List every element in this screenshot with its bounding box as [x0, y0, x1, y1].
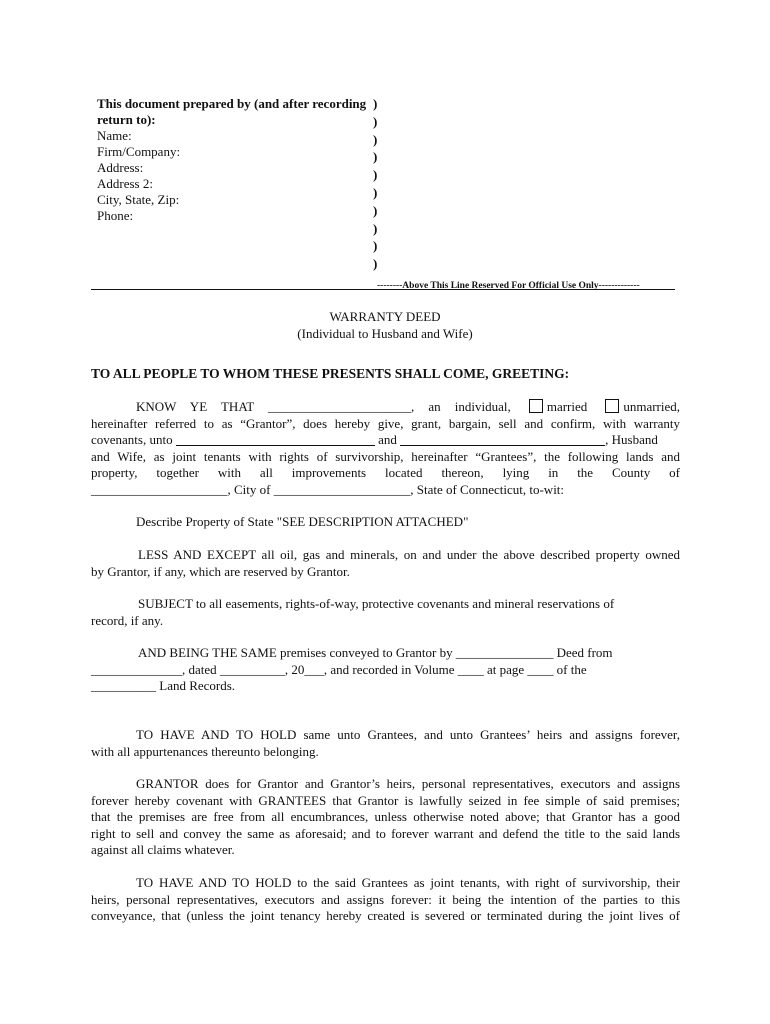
- describe-property-line: Describe Property of State "SEE DESCRIPTION ATTACHED": [136, 514, 469, 529]
- know-line-1: [91, 399, 680, 416]
- less-except-paragraph: [91, 547, 680, 580]
- grantor-line-1: GRANTOR does for Grantor and Grantor’s heirs, personal representatives, executors and assigns: [136, 776, 680, 791]
- document-title: WARRANTY DEED: [329, 309, 441, 324]
- being-line-1: AND BEING THE SAME premises conveyed to Grantor by _______________ Deed from: [138, 645, 613, 660]
- know-line-1-text: KNOW YE THAT ______________________, an individual,: [136, 399, 511, 414]
- subject-line-1: SUBJECT to all easements, rights-of-way, protective covenants and mineral reservations of: [138, 596, 615, 611]
- greeting-heading: TO ALL PEOPLE TO WHOM THESE PRESENTS SHALL COME, GREETING:: [91, 366, 570, 381]
- husband-name-blank[interactable]: [176, 433, 375, 446]
- official-use-divider: [91, 289, 675, 290]
- bracket: ): [373, 202, 378, 218]
- bracket: ): [373, 184, 378, 200]
- have2-line-1: TO HAVE AND TO HOLD to the said Grantees as joint tenants, with right of survivorship, their: [136, 875, 680, 890]
- field-address-label: Address:: [97, 160, 144, 175]
- less-line-2: by Grantor, if any, which are reserved by Grantor.: [91, 563, 350, 579]
- know-line-6: _____________________, City of _____________________, State of Connecticut, to-wit:: [91, 481, 565, 497]
- husband-label: , Husband: [605, 432, 658, 448]
- grantor-covenant-paragraph: [91, 776, 680, 859]
- field-firm-label: Firm/Company:: [97, 144, 181, 159]
- married-label: married: [546, 399, 588, 414]
- married-checkbox[interactable]: [529, 399, 543, 413]
- subject-paragraph: [91, 596, 680, 629]
- field-city-state-zip-label: City, State, Zip:: [97, 192, 180, 207]
- field-phone-label: Phone:: [97, 208, 134, 223]
- grantor-line-4: right to sell and convey the same as aforesaid; and to forever warrant and defend the title to the said lands: [91, 825, 680, 841]
- bracket: ): [373, 149, 378, 165]
- document-subtitle: (Individual to Husband and Wife): [297, 326, 473, 341]
- know-line-3: [91, 432, 680, 449]
- bracket: ): [373, 96, 378, 111]
- bracket: ): [373, 131, 378, 147]
- less-line-1: LESS AND EXCEPT all oil, gas and minerals, on and under the above described property owned: [138, 547, 680, 562]
- have2-line-3: conveyance, that (unless the joint tenancy hereby created is severed or terminated during the joint lives of: [91, 908, 680, 924]
- bracket: ): [373, 238, 378, 254]
- being-line-2: ______________, dated __________, 20___, and recorded in Volume ____ at page ____ of the: [91, 661, 587, 677]
- official-use-note: --------Above This Line Reserved For Official Use Only-------------: [377, 281, 640, 291]
- preparer-block: [97, 96, 372, 224]
- prepared-by-line-1: This document prepared by (and after recording: [97, 96, 367, 111]
- wife-name-blank[interactable]: [400, 433, 605, 446]
- field-name-label: Name:: [97, 128, 132, 143]
- joint-tenancy-paragraph: [91, 875, 680, 925]
- unmarried-checkbox[interactable]: [605, 399, 619, 413]
- bracket: ): [373, 167, 378, 183]
- grantor-line-2: forever hereby covenant with GRANTEES that Grantor is lawfully seized in fee simple of said premises;: [91, 792, 680, 808]
- subject-line-2: record, if any.: [91, 612, 164, 628]
- bracket: ): [373, 256, 378, 272]
- have1-line-2: with all appurtenances thereunto belonging.: [91, 743, 319, 759]
- bracket: ): [373, 113, 378, 129]
- being-same-paragraph: [91, 645, 680, 695]
- know-line-5: property, together with all improvements located thereon, lying in the County of: [91, 465, 680, 481]
- field-address2-label: Address 2:: [97, 176, 153, 191]
- grantor-line-3: that the premises are free from all encumbrances, unless otherwise noted above; that Grantor has a good: [91, 809, 680, 825]
- prepared-by-line-2: return to):: [97, 112, 156, 127]
- have2-line-2: heirs, personal representatives, executors and assigns forever: it being the intention of the parties to this: [91, 891, 680, 907]
- know-line-4: and Wife, as joint tenants with rights of survivorship, hereinafter “Grantees”, the following lands and: [91, 448, 680, 464]
- bracket: ): [373, 220, 378, 236]
- and-label: and: [378, 432, 397, 448]
- habendum-paragraph: [91, 727, 680, 760]
- covenants-unto-label: covenants, unto: [91, 432, 173, 448]
- bracket-column: [373, 96, 383, 274]
- unmarried-label: unmarried,: [623, 399, 681, 414]
- know-line-2: hereinafter referred to as “Grantor”, does hereby give, grant, bargain, sell and confirm, with warranty: [91, 415, 680, 431]
- know-ye-paragraph: [91, 399, 680, 499]
- being-line-3: __________ Land Records.: [91, 678, 236, 694]
- have1-line-1: TO HAVE AND TO HOLD same unto Grantees, and unto Grantees’ heirs and assigns forever,: [136, 727, 680, 742]
- grantor-line-5: against all claims whatever.: [91, 842, 235, 858]
